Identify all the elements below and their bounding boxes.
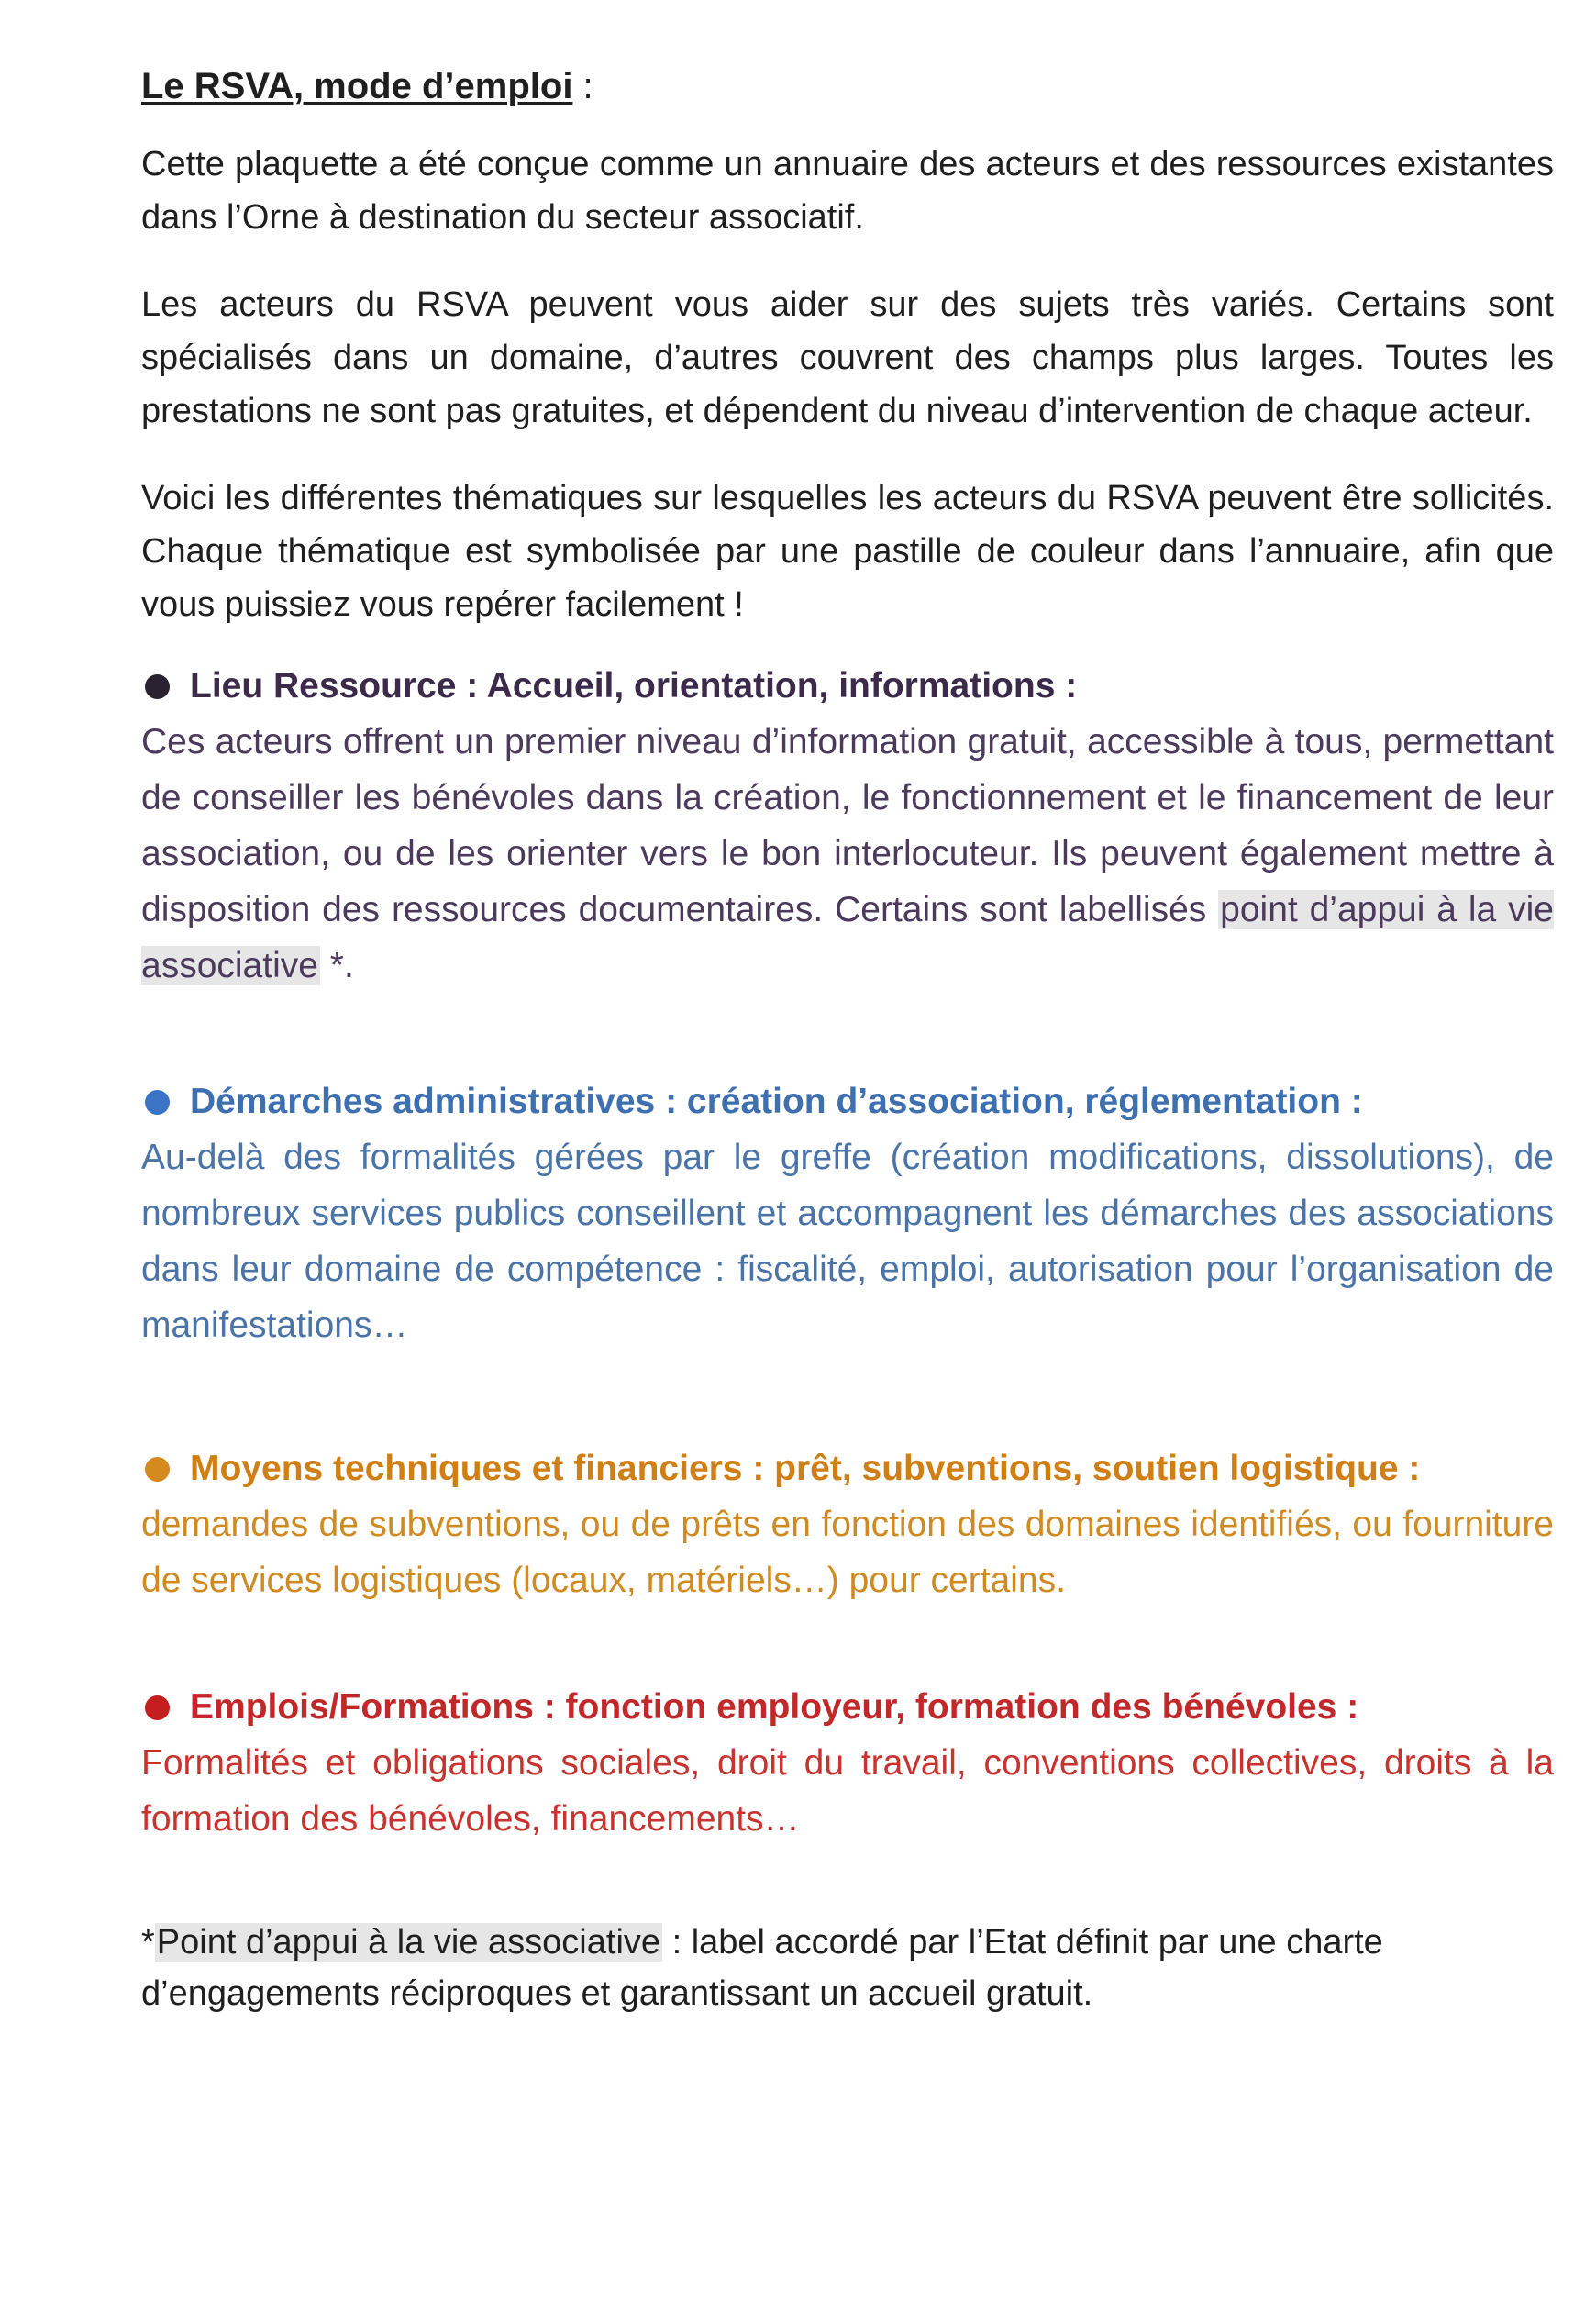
heading-suffix: : [572,66,593,106]
footnote-text: : label accordé par l’Etat définit par une charte d’engagements réciproques et garantissant un accueil gratuit. [141,1923,1383,2013]
theme-moyens-techniques [141,1441,1554,1608]
red-dot-icon [145,1695,170,1720]
footnote [141,1917,1554,2019]
footnote-marker: * [141,1923,155,1962]
theme-demarches-administratives [141,1074,1554,1353]
theme-title [141,1441,1554,1496]
theme-body: Formalités et obligations sociales, droit du travail, conventions collectives, droits à la formation des bénévoles, financements… [141,1743,1554,1839]
theme-title [141,1074,1554,1129]
theme-title-text: Emplois/Formations : fonction employeur, formation des bénévoles : [190,1687,1359,1727]
dark-purple-dot-icon [145,674,170,699]
theme-title-text: Démarches administratives : création d’association, réglementation : [190,1082,1363,1121]
theme-title-text: Moyens techniques et financiers : prêt, subventions, soutien logistique : [190,1449,1421,1488]
theme-body-text: Ces acteurs offrent un premier niveau d’information gratuit, accessible à tous, permettant de conseiller les bénévoles dans la création, le fonctionnement et le financement de leur association, ou de les orienter vers le bon interlocuteur. Ils peuvent également mettre à disposition des ressources documentaires. Certains sont labellisés [141,722,1554,929]
footnote-term: Point d’appui à la vie associative [156,1923,661,1962]
theme-title-text: Lieu Ressource : Accueil, orientation, informations : [190,666,1078,706]
orange-dot-icon [145,1457,170,1482]
theme-lieu-ressource [141,659,1554,994]
document-heading [141,61,1554,112]
document-page [141,61,1554,2019]
theme-title [141,659,1554,714]
blue-dot-icon [145,1090,170,1115]
intro-paragraph-3: Voici les différentes thématiques sur lesquelles les acteurs du RSVA peuvent être sollicités. Chaque thématique est symbolisée par une pastille de couleur dans l’annuaire, afin que vous puissiez vous repérer facilement ! [141,479,1554,624]
theme-emplois-formations [141,1680,1554,1847]
theme-body-end: *. [319,946,354,985]
intro-paragraph-2: Les acteurs du RSVA peuvent vous aider sur des sujets très variés. Certains sont spécialisés dans un domaine, d’autres couvrent des champs plus larges. Toutes les prestations ne sont pas gratuites, et dépendent du niveau d’intervention de chaque acteur. [141,285,1554,430]
theme-body: demandes de subventions, ou de prêts en fonction des domaines identifiés, ou fourniture de services logistiques (locaux, matériels…) pour certains. [141,1505,1554,1600]
highlighted-label: point d’appui à la vie associative [141,890,1554,985]
theme-body: Au-delà des formalités gérées par le greffe (création modifications, dissolutions), de nombreux services publics conseillent et accompagnent les démarches des associations dans leur domaine de compétence : fiscalité, emploi, autorisation pour l’organisation de manifestations… [141,1138,1554,1345]
intro-paragraph-1: Cette plaquette a été conçue comme un annuaire des acteurs et des ressources existantes dans l’Orne à destination du secteur associatif. [141,145,1554,237]
heading-title: Le RSVA, mode d’emploi [141,66,573,106]
theme-body [141,714,1554,994]
theme-title [141,1680,1554,1735]
